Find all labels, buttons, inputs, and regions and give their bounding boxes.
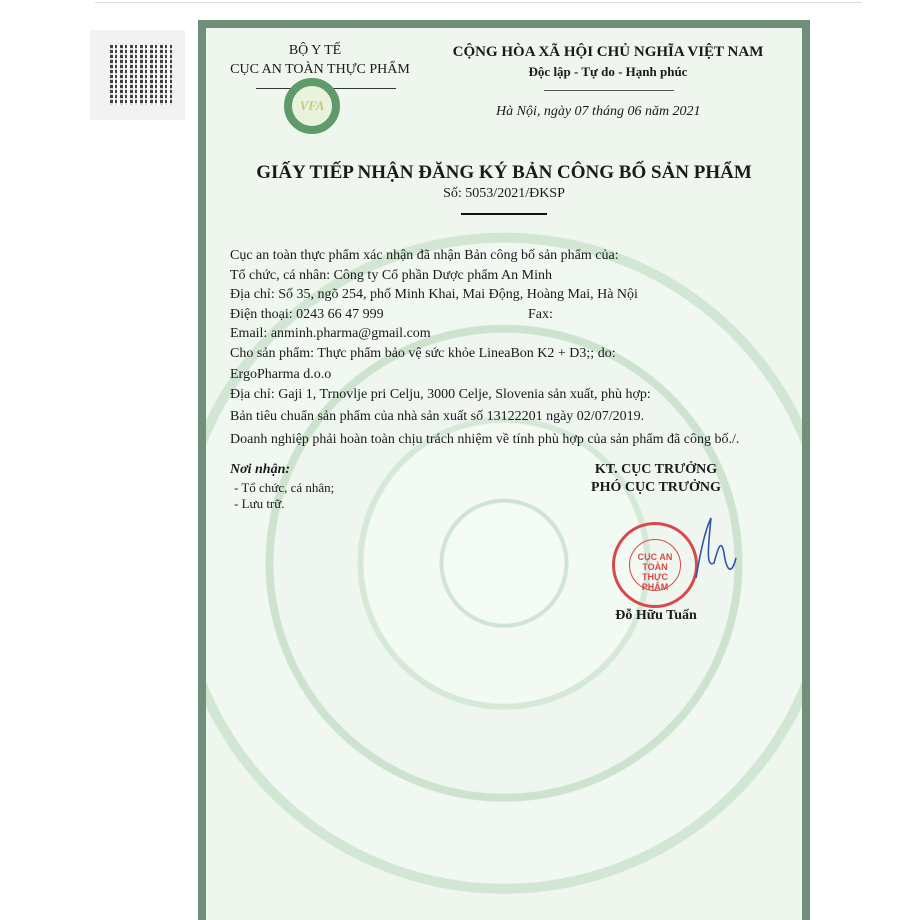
body-text [230,246,739,449]
agency-name: CỤC AN TOÀN THỰC PHẨM [230,62,410,77]
body-line: Cho sản phẩm: Thực phẩm bảo vệ sức khỏe LineaBon K2 + D3;; do: [230,345,616,361]
issue-date: Hà Nội, ngày 07 tháng 06 năm 2021 [496,104,701,119]
signer-title-1: KT. CỤC TRƯỞNG [594,462,718,477]
body-line: Bản tiêu chuẩn sản phẩm của nhà sản xuất số 13122201 ngày 02/07/2019. [230,409,645,424]
phone-line: Điện thoại: 0243 66 47 999 [230,306,384,322]
certificate-document [198,20,810,920]
signer-title-2: PHÓ CỤC TRƯỞNG [591,480,721,495]
body-line: ErgoPharma d.o.o [230,367,332,382]
document-title: GIẤY TIẾP NHẬN ĐĂNG KÝ BẢN CÔNG BỐ SẢN PHẨM [256,162,752,183]
body-line: Cục an toàn thực phẩm xác nhận đã nhận Bản công bố sản phẩm của: [230,248,619,263]
country-name: CỘNG HÒA XÃ HỘI CHỦ NGHĨA VIỆT NAM [452,44,764,60]
motto: Độc lập - Tự do - Hạnh phúc [528,64,688,79]
recipient-item: - Lưu trữ. [234,496,285,511]
qr-code [110,45,172,105]
document-number: Số: 5053/2021/ĐKSP [443,186,565,201]
body-line: Tổ chức, cá nhân: Công ty Cổ phần Dược phẩm An Minh [230,267,552,283]
document-body [206,28,802,920]
email-line: Email: anminh.pharma@gmail.com [230,326,431,341]
body-line: Địa chỉ: Gaji 1, Trnovlje pri Celju, 3000 Celje, Slovenia sản xuất, phù hợp: [230,386,651,402]
right-rule [544,90,674,91]
signer-name: Đỗ Hữu Tuấn [615,608,697,623]
ministry-name: BỘ Y TẾ [288,43,342,58]
recipients-heading: Nơi nhận: [230,462,291,477]
title-rule [461,213,547,215]
fax-label: Fax: [528,306,553,322]
signature-mark [676,508,746,588]
body-line: Doanh nghiệp phải hoàn toàn chịu trách nhiệm về tính phù hợp của sản phẩm đã công bố./. [230,431,740,447]
top-divider [95,2,862,3]
official-stamp: CỤC AN TOÀN THỰC PHẨM [612,522,698,608]
body-line: Địa chỉ: Số 35, ngõ 254, phố Minh Khai, Mai Động, Hoàng Mai, Hà Nội [230,287,638,302]
vfa-logo: VFA [284,78,340,134]
recipient-item: - Tổ chức, cá nhân; [234,480,335,495]
